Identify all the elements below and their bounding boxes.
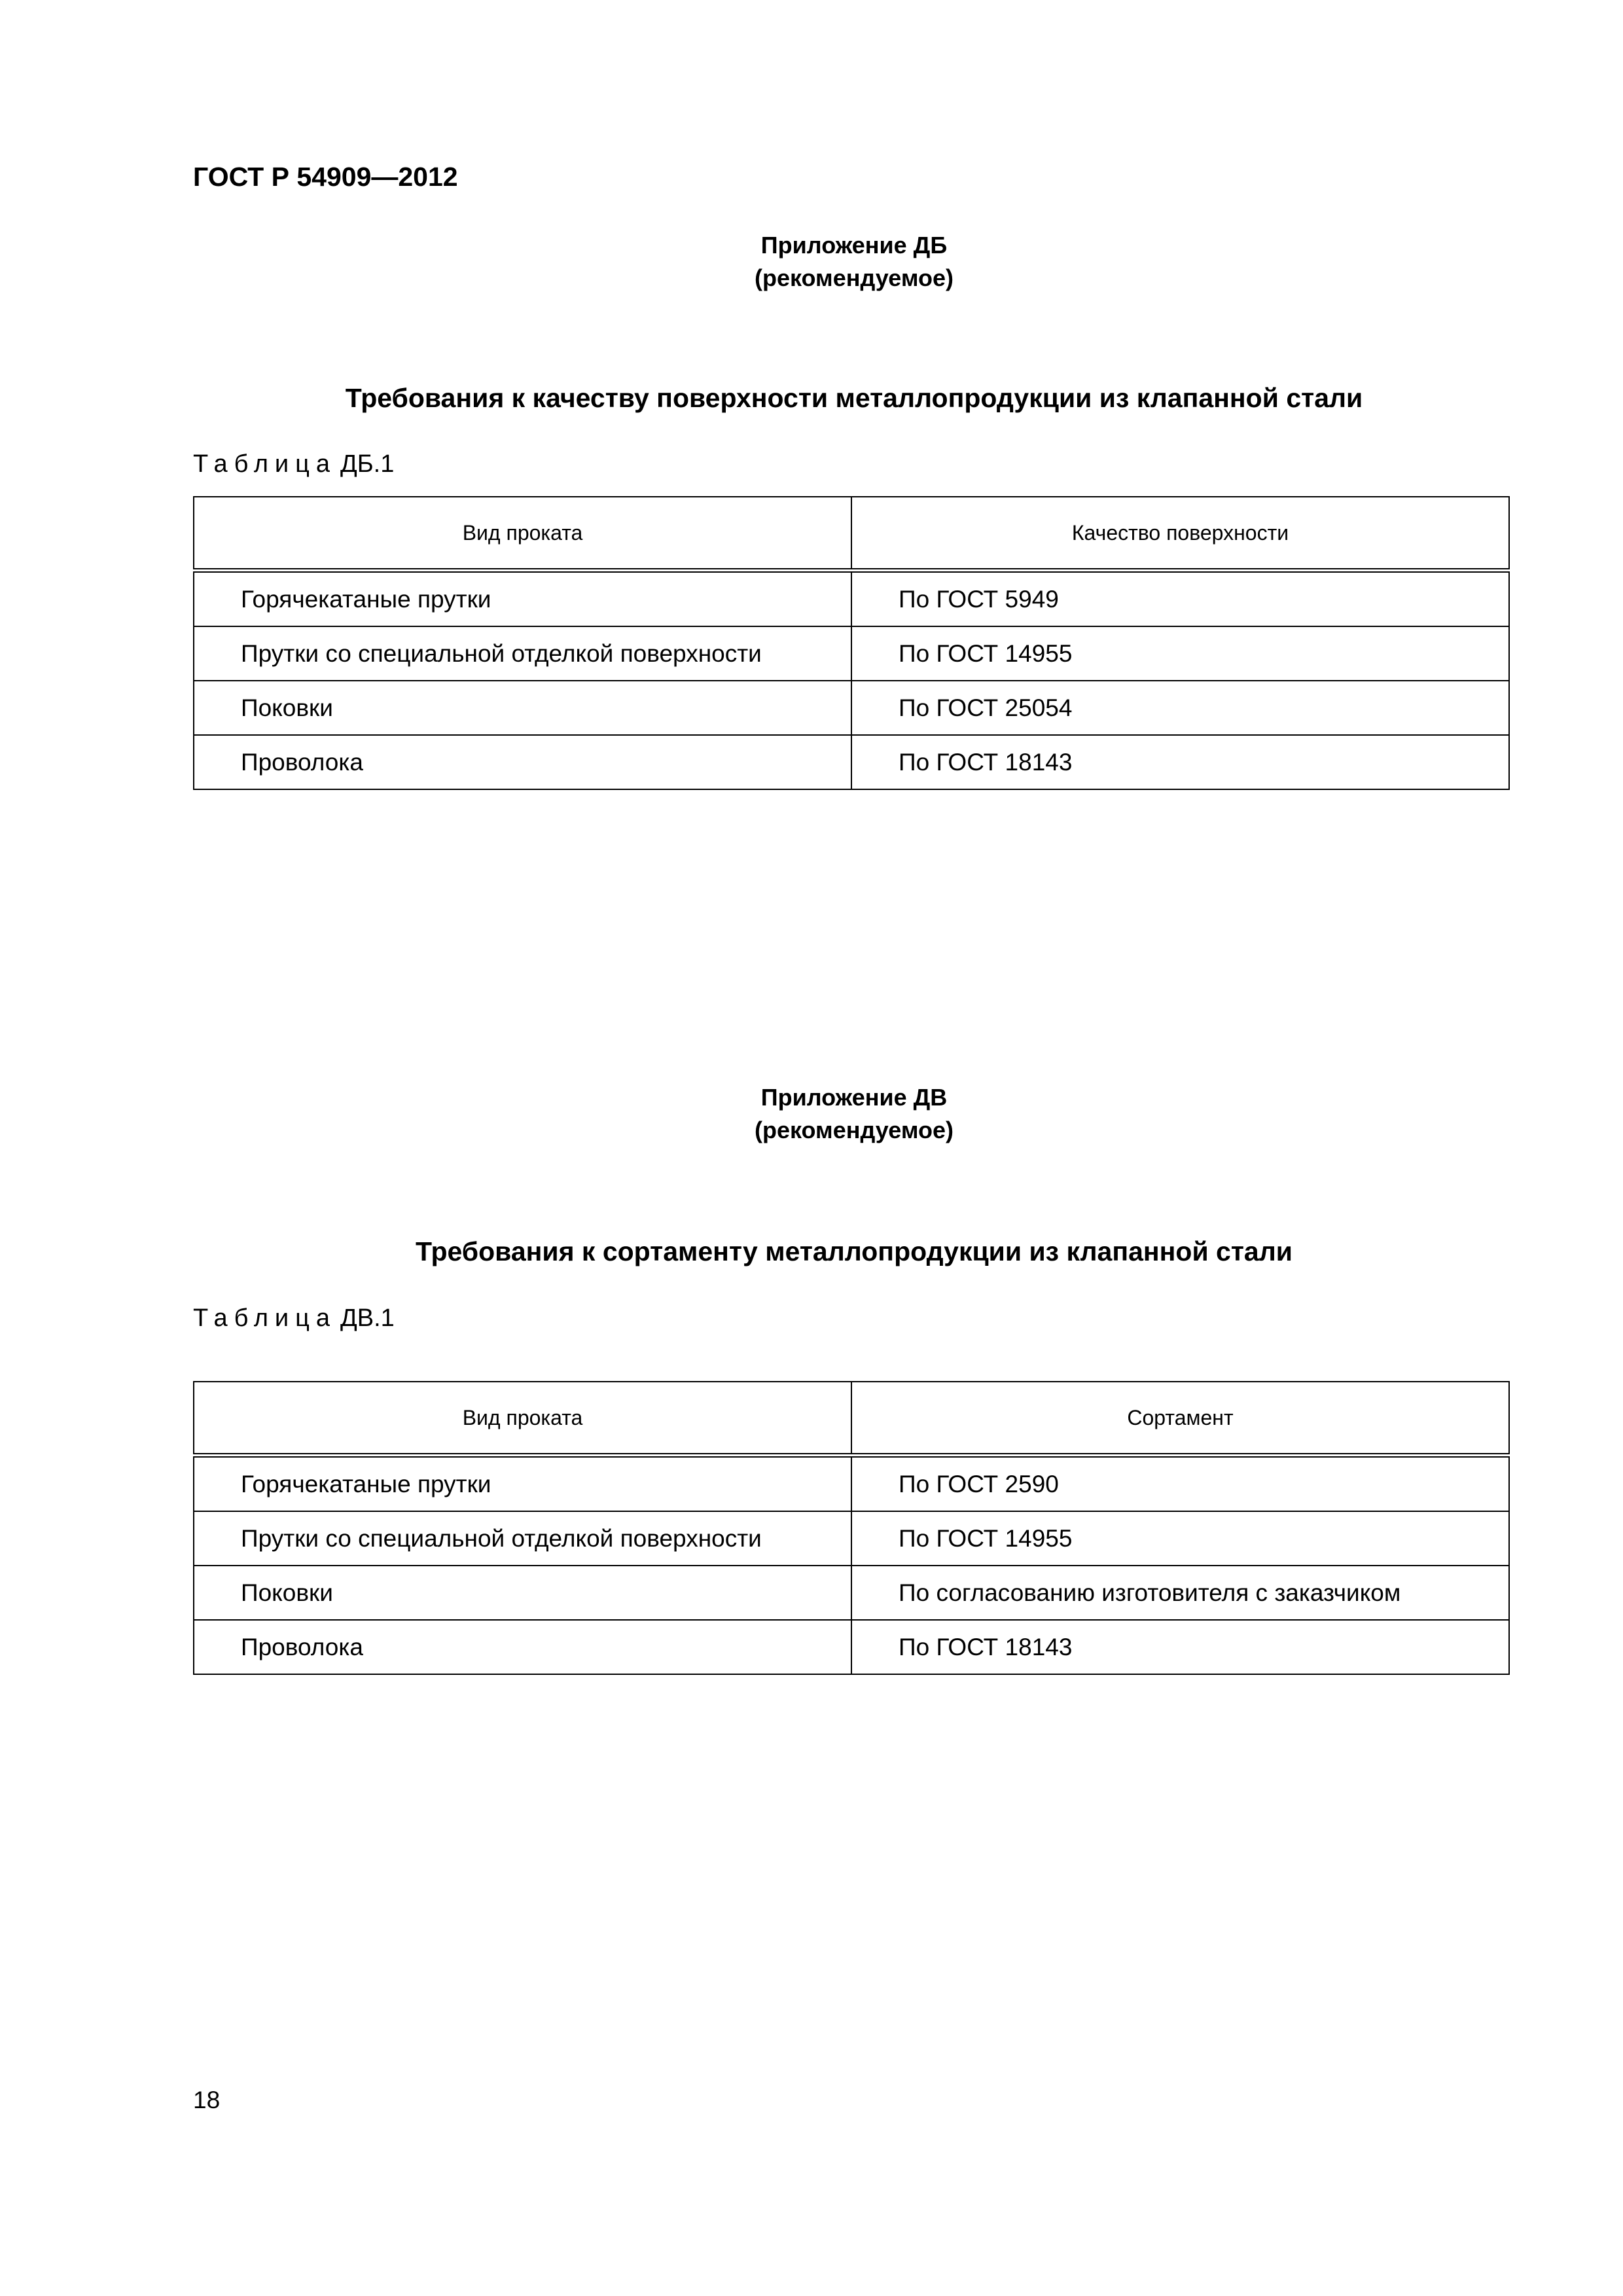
appendix-db-heading — [0, 229, 1623, 295]
column-header-rolled-type: Вид проката — [194, 497, 851, 571]
table-cell: По ГОСТ 2590 — [851, 1456, 1509, 1512]
table-row — [194, 571, 1509, 627]
table-cell: Горячекатаные прутки — [194, 571, 851, 627]
table-cell: По ГОСТ 18143 — [851, 1620, 1509, 1674]
table-row — [194, 735, 1509, 789]
table-row — [194, 626, 1509, 681]
table-header-row — [194, 497, 1509, 571]
appendix-dv-heading — [0, 1081, 1623, 1147]
table-db1-caption-word: Таблица — [193, 450, 336, 478]
table-cell: Прутки со специальной отделкой поверхности — [194, 626, 851, 681]
table-dv1-caption — [193, 1303, 395, 1333]
document-code: ГОСТ Р 54909—2012 — [193, 162, 458, 192]
appendix-db-section-title: Требования к качеству поверхности металлопродукции из клапанной стали — [345, 383, 1363, 413]
table-cell: Прутки со специальной отделкой поверхности — [194, 1511, 851, 1566]
table-row — [194, 1511, 1509, 1566]
appendix-dv-section-title: Требования к сортаменту металлопродукции из клапанной стали — [416, 1236, 1293, 1266]
table-db1 — [193, 496, 1510, 790]
table-cell: Проволока — [194, 735, 851, 789]
appendix-dv-status: (рекомендуемое) — [755, 1117, 954, 1143]
table-cell: По ГОСТ 18143 — [851, 735, 1509, 789]
column-header-surface-quality: Качество поверхности — [851, 497, 1509, 571]
table-db1-caption-number: ДБ.1 — [340, 450, 395, 478]
table-row — [194, 1566, 1509, 1620]
table-cell: По ГОСТ 5949 — [851, 571, 1509, 627]
table-row — [194, 1620, 1509, 1674]
table-cell: Поковки — [194, 1566, 851, 1620]
table-cell: По ГОСТ 14955 — [851, 1511, 1509, 1566]
table-row — [194, 1456, 1509, 1512]
column-header-rolled-type: Вид проката — [194, 1382, 851, 1456]
column-header-assortment: Сортамент — [851, 1382, 1509, 1456]
table-cell: По ГОСТ 14955 — [851, 626, 1509, 681]
table-row — [194, 681, 1509, 735]
table-dv1-caption-word: Таблица — [193, 1304, 336, 1332]
appendix-db-title: Приложение ДБ — [760, 232, 948, 259]
table-dv1 — [193, 1381, 1510, 1675]
table-cell: По согласованию изготовителя с заказчиком — [851, 1566, 1509, 1620]
appendix-dv-title: Приложение ДВ — [760, 1084, 948, 1111]
appendix-db-status: (рекомендуемое) — [755, 264, 954, 291]
table-header-row — [194, 1382, 1509, 1456]
table-dv1-caption-number: ДВ.1 — [340, 1304, 395, 1332]
table-cell: Проволока — [194, 1620, 851, 1674]
table-cell: По ГОСТ 25054 — [851, 681, 1509, 735]
page-number: 18 — [193, 2087, 221, 2113]
table-cell: Поковки — [194, 681, 851, 735]
table-db1-caption — [193, 449, 394, 479]
table-cell: Горячекатаные прутки — [194, 1456, 851, 1512]
